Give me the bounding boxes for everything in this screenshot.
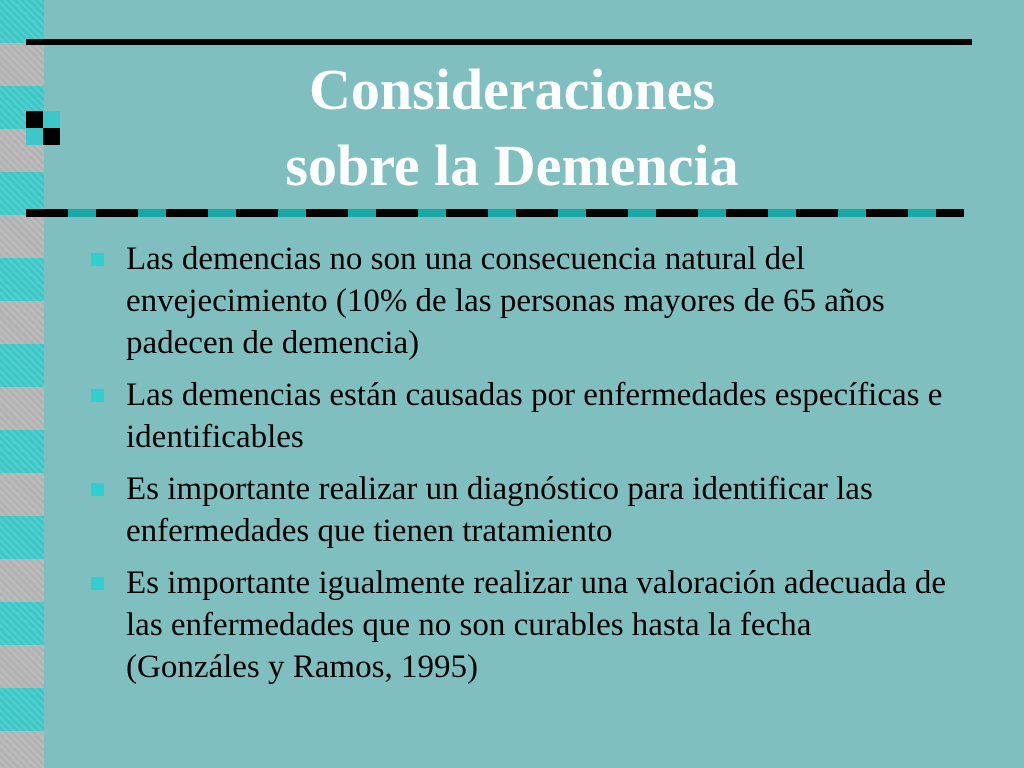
title-line-1: Consideraciones: [309, 57, 715, 122]
bullet-square-icon: [91, 389, 104, 402]
bullet-text: Es importante igualmente realizar una valoración adecuada de las enfermedades que no son curables hasta la fecha (Gonzáles y Ramos, 1995): [126, 565, 955, 685]
bullet-square-icon: [91, 577, 104, 590]
title-dashed-rule: [26, 209, 964, 217]
bullet-text: Las demencias están causadas por enfermedades específicas e identificables: [126, 377, 951, 455]
bullet-item: [86, 374, 966, 458]
slide-title: [60, 52, 964, 204]
bullet-item: [86, 562, 966, 688]
bullet-text: Es importante realizar un diagnóstico para identificar las enfermedades que tienen tratamiento: [126, 471, 882, 549]
title-line-2: sobre la Demencia: [285, 133, 739, 198]
bullet-item: [86, 238, 966, 364]
bullet-item: [86, 468, 966, 552]
bullet-text: Las demencias no son una consecuencia natural del envejecimiento (10% de las personas mayores de 65 años padecen de demencia): [126, 241, 894, 361]
title-checker-icon: [26, 111, 60, 145]
bullet-square-icon: [91, 253, 104, 266]
bullet-square-icon: [91, 483, 104, 496]
title-top-rule: [26, 39, 972, 45]
bullet-list: [86, 238, 966, 698]
